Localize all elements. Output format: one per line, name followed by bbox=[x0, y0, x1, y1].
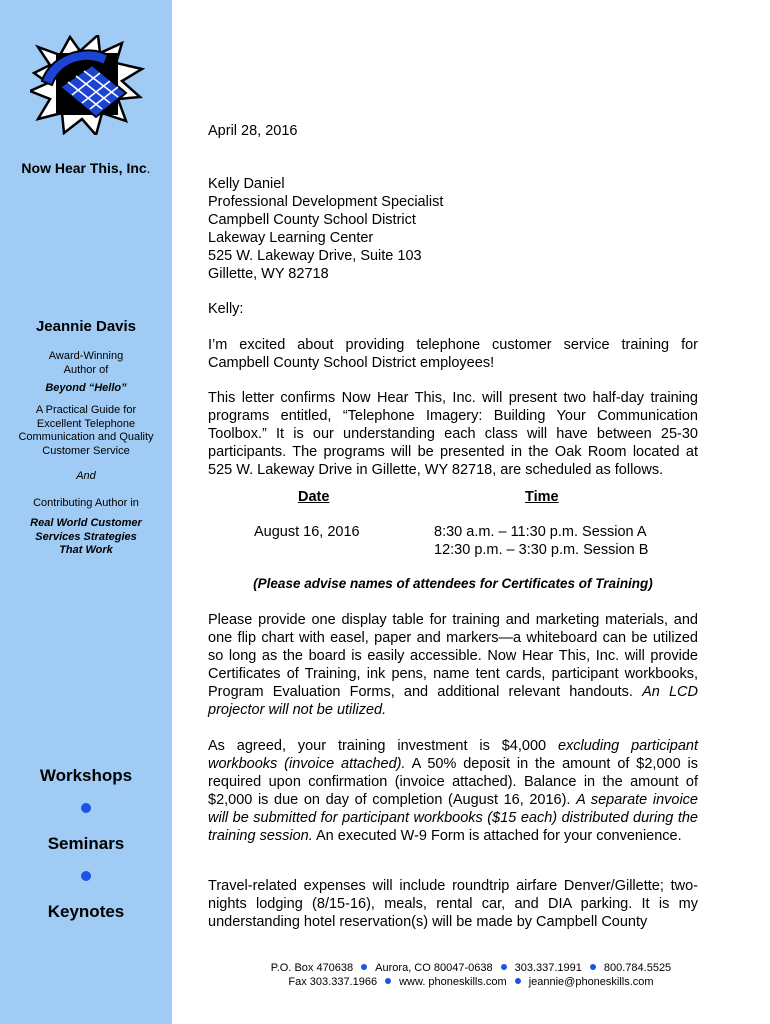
footer-line-2: Fax 303.337.1966 www. phoneskills.com jeannie@phoneskills.com bbox=[288, 976, 654, 988]
footer-email-link[interactable]: jeannie@phoneskills.com bbox=[528, 976, 654, 988]
footer-dot-icon bbox=[501, 964, 507, 970]
award-text: Award-Winning Author of bbox=[48, 350, 124, 376]
paragraph-materials: Please provide one display table for training and marketing materials, and one flip chart with easel, paper and markers—a whiteboard can be utilized so long as the board is easily accessible. Now Hear This, Inc. will provide Certificates of Training, ink pens, name tent cards, participant workbooks, Program Evaluation Forms, and additional relevant handouts. An LCD projector will not be utilized. bbox=[208, 612, 698, 718]
book-title: Beyond “Hello” bbox=[45, 382, 127, 394]
paragraph-confirmation: This letter confirms Now Hear This, Inc. will present two half-day training programs entitled, “Telephone Imagery: Building Your Communication Toolbox.” It is our understanding each class will have between 25-30 participants. The programs will be presented in the Oak Room located at 525 W. Lakeway Drive in Gillette, WY 82718, are scheduled as follows. bbox=[208, 390, 698, 478]
recipient-location: Lakeway Learning Center bbox=[208, 230, 374, 246]
salutation: Kelly: bbox=[208, 301, 244, 317]
advise-note: (Please advise names of attendees for Certificates of Training) bbox=[253, 576, 653, 591]
recipient-city: Gillette, WY 82718 bbox=[208, 266, 329, 282]
author-name: Jeannie Davis bbox=[35, 318, 137, 335]
contributing-text: Contributing Author in bbox=[33, 497, 139, 509]
footer-line-1: P.O. Box 470638 Aurora, CO 80047-0638 303.337.1991 800.784.5525 bbox=[270, 962, 672, 974]
bullet-dot-icon bbox=[81, 871, 91, 881]
schedule-table bbox=[208, 488, 698, 560]
recipient-org: Campbell County School District bbox=[208, 212, 416, 228]
footer-dot-icon bbox=[385, 978, 391, 984]
recipient-street: 525 W. Lakeway Drive, Suite 103 bbox=[208, 248, 422, 264]
schedule-date-value: August 16, 2016 bbox=[254, 524, 360, 540]
footer bbox=[172, 961, 770, 989]
footer-website-link[interactable]: www. phoneskills.com bbox=[399, 976, 507, 988]
offer-keynotes: Keynotes bbox=[47, 902, 125, 921]
recipient-name: Kelly Daniel bbox=[208, 176, 285, 192]
bullet-dot-icon bbox=[81, 803, 91, 813]
recipient-title: Professional Development Specialist bbox=[208, 194, 444, 210]
company-name: Now Hear This, Inc. bbox=[21, 160, 151, 176]
recipient-address bbox=[208, 175, 698, 283]
footer-dot-icon bbox=[515, 978, 521, 984]
paragraph-investment: As agreed, your training investment is $4,000 excluding participant workbooks (invoice attached). A 50% deposit in the amount of $2,000 is required upon confirmation (invoice attached). Balance in the amount of $2,000 is due on day of completion (August 16, 2016). A separate invoice will be submitted for participant workbooks ($15 each) distributed during the training session. An executed W-9 Form is attached for your convenience. bbox=[208, 738, 698, 844]
schedule-session-a: 8:30 a.m. – 11:30 p.m. Session A bbox=[434, 524, 647, 540]
telephone-logo-icon bbox=[30, 35, 145, 135]
and-text: And bbox=[76, 470, 96, 482]
schedule-date-header: Date bbox=[298, 489, 330, 505]
offer-seminars: Seminars bbox=[47, 834, 125, 853]
sidebar bbox=[0, 0, 172, 1024]
paragraph-travel: Travel-related expenses will include roundtrip airfare Denver/Gillette; two-nights lodging (8/15-16), meals, rental car, and DIA parking. It is my understanding hotel reservation(s) will be made by Campbell County bbox=[208, 878, 698, 930]
offer-workshops: Workshops bbox=[39, 766, 133, 785]
letter-date: April 28, 2016 bbox=[208, 123, 298, 139]
paragraph-intro: I’m excited about providing telephone customer service training for Campbell County School District employees! bbox=[208, 337, 698, 371]
schedule-session-b: 12:30 p.m. – 3:30 p.m. Session B bbox=[434, 542, 649, 558]
footer-dot-icon bbox=[361, 964, 367, 970]
schedule-time-header: Time bbox=[525, 489, 559, 505]
footer-dot-icon bbox=[590, 964, 596, 970]
book-subtitle: A Practical Guide for Excellent Telephone Communication and Quality Customer Service bbox=[18, 404, 154, 457]
real-world-title: Real World Customer Services Strategies That Work bbox=[30, 517, 142, 556]
